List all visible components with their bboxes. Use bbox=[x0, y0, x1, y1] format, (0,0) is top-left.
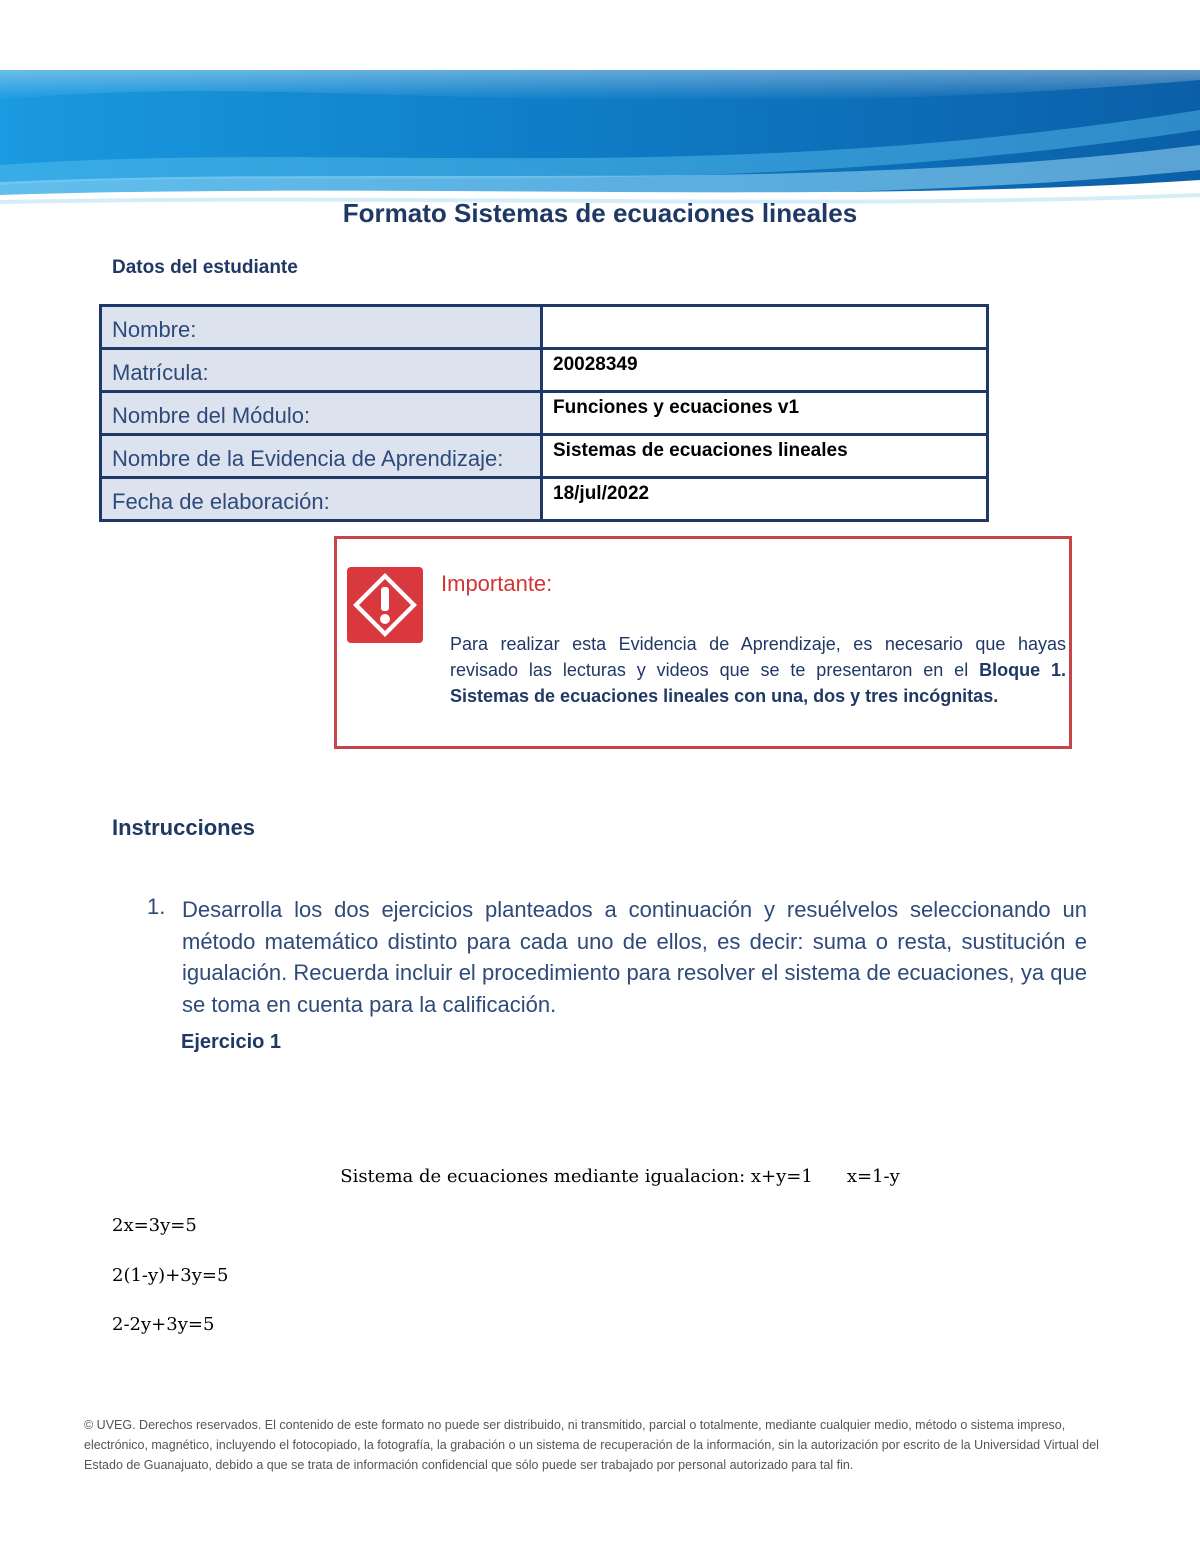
list-item-number: 1. bbox=[147, 894, 166, 919]
module-value[interactable]: Funciones y ecuaciones v1 bbox=[542, 392, 988, 435]
module-label: Nombre del Módulo: bbox=[101, 392, 542, 435]
notice-text bbox=[450, 631, 1066, 709]
enrollment-value[interactable]: 20028349 bbox=[542, 349, 988, 392]
equation-a: x+y=1 bbox=[750, 1166, 813, 1187]
table-row bbox=[101, 435, 988, 478]
enrollment-label: Matrícula: bbox=[101, 349, 542, 392]
evidence-value[interactable]: Sistemas de ecuaciones lineales bbox=[542, 435, 988, 478]
student-data-heading: Datos del estudiante bbox=[112, 257, 298, 278]
system-line bbox=[0, 1166, 1200, 1187]
name-label: Nombre: bbox=[101, 306, 542, 349]
table-row bbox=[101, 306, 988, 349]
name-value[interactable] bbox=[542, 306, 988, 349]
warning-icon bbox=[347, 567, 423, 643]
notice-title: Importante: bbox=[441, 571, 553, 596]
equation-line-3: 2-2y+3y=5 bbox=[112, 1314, 215, 1335]
page-title: Formato Sistemas de ecuaciones lineales bbox=[342, 198, 858, 228]
instructions-heading: Instrucciones bbox=[112, 815, 256, 840]
list-item-text: Desarrolla los dos ejercicios planteados a continuación y resuélvelos seleccionando un método matemático distinto para cada uno de ellos, es decir: suma o resta, sustitución e igualación. Recuerda incluir el procedimiento para resolver el sistema de ecuaciones, ya que se toma en cuenta para la calificación. bbox=[182, 897, 1087, 1017]
copyright-footer: © UVEG. Derechos reservados. El contenido de este formato no puede ser distribuido, ni transmitido, parcial o totalmente, mediante cualquier medio, método o sistema impreso, electrónico, magnético, incluyendo el fotocopiado, la fotografía, la grabación o un sistema de recuperación de la información, sin la autorización por escrito de la Universidad Virtual del Estado de Guanajuato, debido a que se trata de información confidencial que sólo puede ser trabajado por personal autorizado para tal fin. bbox=[84, 1418, 1099, 1472]
equation-line-1: 2x=3y=5 bbox=[112, 1215, 197, 1236]
notice-text-body: Para realizar esta Evidencia de Aprendizaje, es necesario que hayas revisado las lecturas y videos que se te presentaron en el bbox=[450, 634, 1066, 680]
equation-line-2: 2(1-y)+3y=5 bbox=[112, 1265, 229, 1286]
important-notice bbox=[334, 536, 1072, 749]
system-label: Sistema de ecuaciones mediante igualacion: bbox=[340, 1166, 746, 1187]
evidence-label: Nombre de la Evidencia de Aprendizaje: bbox=[101, 435, 542, 478]
table-row bbox=[101, 349, 988, 392]
equation-b: x=1-y bbox=[846, 1166, 900, 1187]
banner-graphic bbox=[0, 70, 1200, 215]
notice-text-bold: Bloque 1. Sistemas de ecuaciones lineales con una, dos y tres incógnitas. bbox=[450, 660, 1066, 706]
date-label: Fecha de elaboración: bbox=[101, 478, 542, 521]
table-row bbox=[101, 392, 988, 435]
student-info-table bbox=[99, 304, 989, 522]
exercise-1-title: Ejercicio 1 bbox=[181, 1031, 282, 1053]
header-banner bbox=[0, 70, 1200, 215]
table-row bbox=[101, 478, 988, 521]
date-value[interactable]: 18/jul/2022 bbox=[542, 478, 988, 521]
